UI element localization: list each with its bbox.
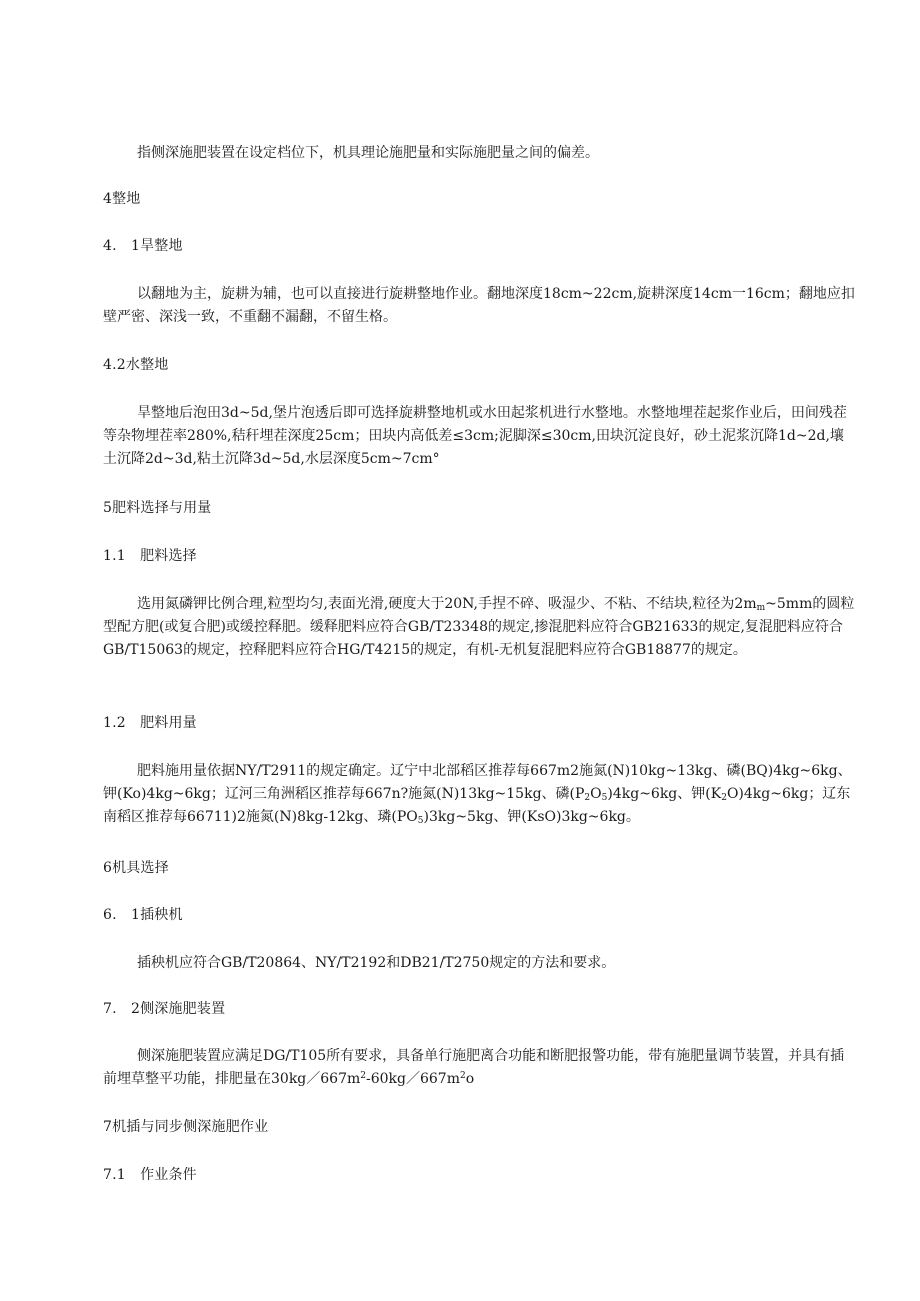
section-heading-4-2: 4.2水整地 [103,357,169,373]
section-heading-6-1: 6. 1插秧机 [103,907,183,923]
section-heading-7: 7机插与同步侧深施肥作业 [103,1119,269,1135]
paragraph-5-2-text-c: )4kg~6kg、钾(K [607,786,722,802]
paragraph-7-2-text-c: o [465,1071,475,1087]
paragraph-5-2-sub-4: 5 [417,816,424,826]
section-heading-7-1: 7.1 作业条件 [103,1167,197,1183]
paragraph-5-1-text-a: 选用氮磷钾比例合理,粒型均匀,表面光滑,硬度大于20N,手捏不碎、吸湿少、不粘、不结块,粒径为2m [137,596,757,612]
paragraph-5-2-text-a: 肥料施用量依据NY/T2911的规定确定。辽宁中北部稻区推荐每667m2施氮(N)10kg~13kg、磷(BQ)4kg~6kg、钾(Ko)4kg~6kg；辽河三角洲稻区推荐每667n?施氮(N)13kg~15kg、磷(P [103,763,852,802]
paragraph-7-2-text-b: -60kg／667m [366,1071,460,1087]
intro-paragraph: 指侧深施肥装置在设定档位下，机具理论施肥量和实际施肥量之间的偏差。 [137,145,599,161]
section-heading-6: 6机具选择 [103,860,169,876]
paragraph-5-2-text-b: O [590,786,602,802]
section-heading-4: 4整地 [103,191,141,207]
section-heading-4-1: 4. 1旱整地 [103,238,183,254]
paragraph-7-2 [103,1045,855,1091]
paragraph-4-2: 旱整地后泡田3d~5d,堡片泡透后即可选择旋耕整地机或水田起浆机进行水整地。水整地埋茬起浆作业后，田间残茬等杂物埋茬率280%,秸秆埋茬深度25cm；田块内高低差≤3cm;泥脚深≤30cm,田块沉淀良好，砂土泥浆沉降1d~2d,壤土沉降2d~3d,粘土沉降3d~5d,水层深度5cm~7cm° [103,405,847,467]
paragraph-5-2-text-e: )3kg~5kg、钾(KsO)3kg~6kg。 [423,809,640,825]
paragraph-5-2-sub-3: 2 [721,793,727,803]
paragraph-5-2-text-d: O)4kg~6kg；辽东南稻区推荐每66711)2施氮(N)8kg-12kg、璘(PO [103,786,851,825]
paragraph-5-2 [103,760,855,829]
paragraph-5-1 [103,593,855,662]
section-heading-5: 5肥料选择与用量 [103,500,212,516]
paragraph-7-2-text-a: 侧深施肥装置应满足DG/T105所有要求，具备单行施肥离合功能和断肥报警功能，带有施肥量调节装置，并具有插前埋草整平功能，排肥量在30kg／667m [103,1048,845,1087]
section-heading-5-2: 1.2 肥料用量 [103,715,197,731]
section-heading-5-1: 1.1 肥料选择 [103,548,197,564]
paragraph-5-2-sub-1: 2 [584,793,591,803]
paragraph-5-1-text-b: ~5mm的圆粒型配方肥(或复合肥)或缓控释肥。缓释肥料应符合GB/T23348的规定,掺混肥料应符合GB21633的规定,复混肥料应符合GB/T15063的规定，控释肥料应符合HG/T4215的规定，有机-无机复混肥料应符合GB18877的规定。 [103,596,855,658]
paragraph-7-2-sup-1: 2 [360,1071,366,1081]
paragraph-6-1: 插秧机应符合GB/T20864、NY/T2192和DB21/T2750规定的方法和要求。 [137,955,616,971]
paragraph-5-2-sub-2: 5 [601,793,608,803]
section-heading-7-2: 7. 2侧深施肥装置 [103,1001,226,1017]
paragraph-7-2-sup-2: 2 [460,1071,466,1081]
paragraph-4-1: 以翻地为主，旋耕为辅，也可以直接进行旋耕整地作业。翻地深度18cm~22cm,旋耕深度14cm一16cm；翻地应扣壁严密、深浅一致，不重翻不漏翻，不留生格。 [103,286,855,325]
paragraph-5-1-subscript: m [756,603,766,613]
